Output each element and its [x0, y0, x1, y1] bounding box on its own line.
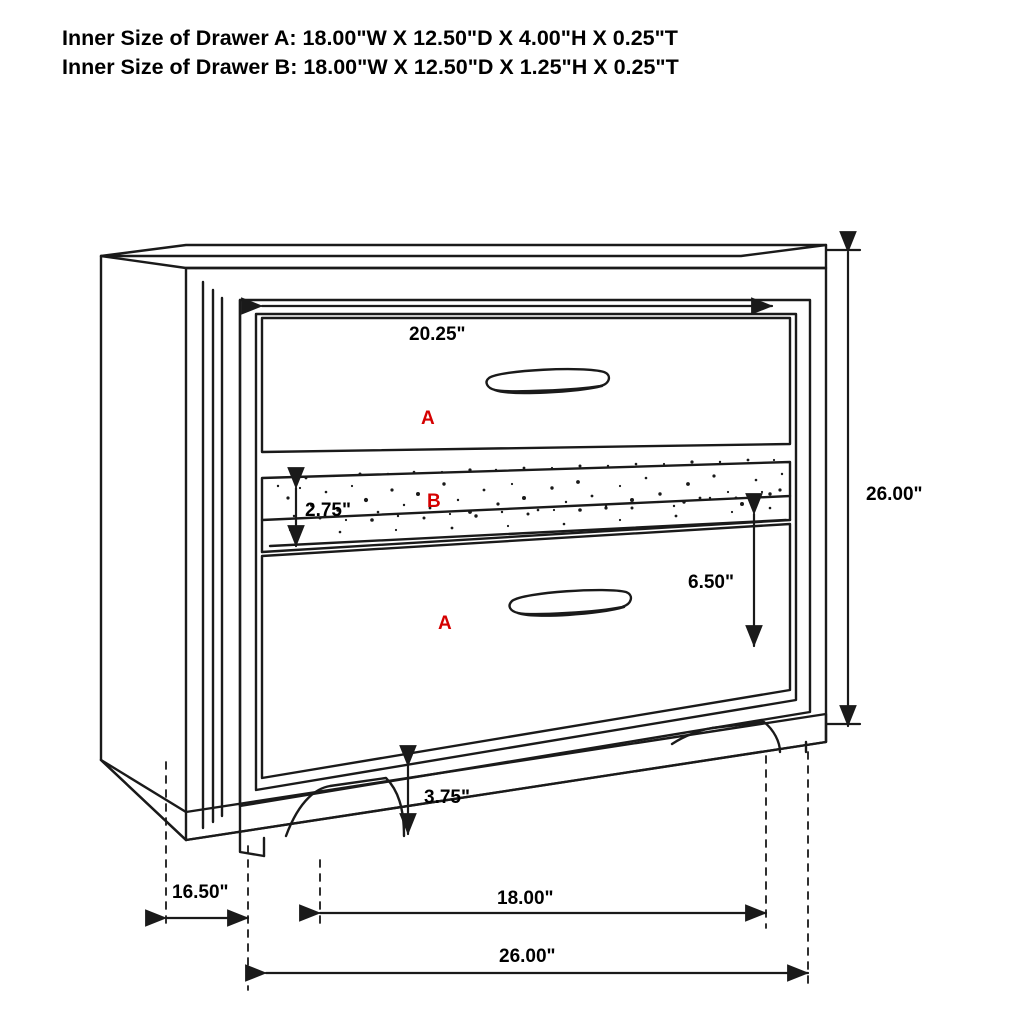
drawer-label-a-top: A [421, 408, 435, 429]
label-accent-band-height: 2.75" [305, 500, 351, 521]
spec-line-drawer-a: Inner Size of Drawer A: 18.00"W X 12.50"D X 4.00"H X 0.25"T [62, 26, 678, 50]
left-side-bottom [101, 760, 186, 840]
base-left [101, 760, 186, 812]
label-depth: 16.50" [172, 882, 229, 903]
drawer-a-top-face [262, 318, 790, 452]
left-side-face [101, 256, 186, 840]
label-lower-drawer-height: 6.50" [688, 572, 734, 593]
drawer-b-bottom [262, 520, 790, 552]
extension-lines [166, 752, 808, 990]
label-overall-width: 26.00" [499, 946, 556, 967]
label-top-drawer-width: 20.25" [409, 324, 466, 345]
label-leg-height: 3.75" [424, 787, 470, 808]
top-panel [101, 245, 826, 256]
drawer-label-b: B [427, 491, 441, 512]
base-rail [186, 714, 826, 840]
drawer-label-a-bottom: A [438, 613, 452, 634]
leg-right-cutout [672, 722, 780, 752]
spec-line-drawer-b: Inner Size of Drawer B: 18.00"W X 12.50"D X 1.25"H X 0.25"T [62, 55, 679, 79]
label-overall-height: 26.00" [866, 484, 923, 505]
label-leg-span-width: 18.00" [497, 888, 554, 909]
drawer-a-bottom-face [262, 524, 790, 778]
